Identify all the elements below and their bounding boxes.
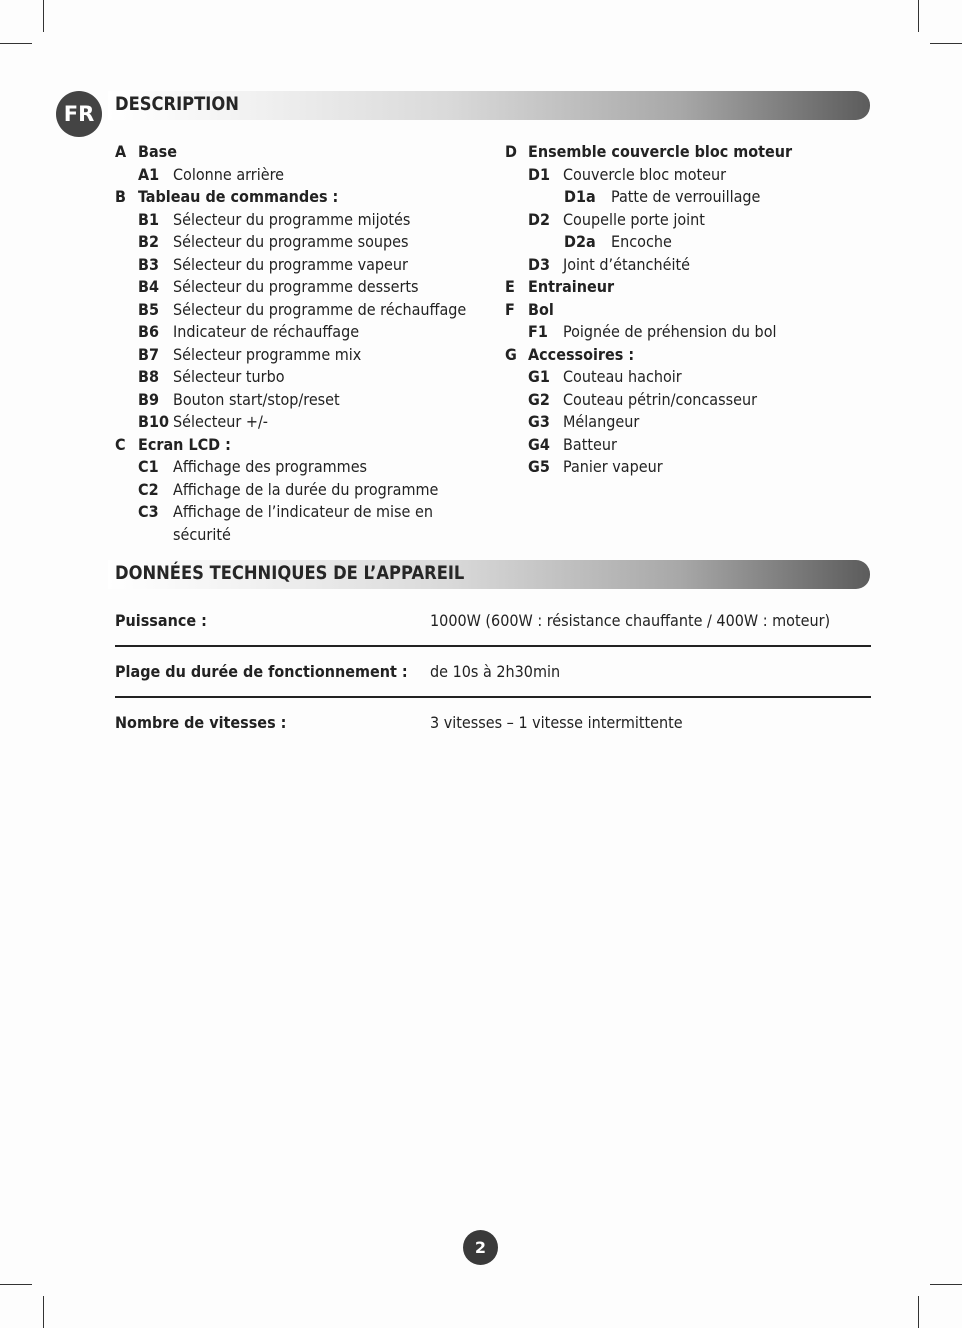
item-label: Sélecteur turbo	[173, 367, 285, 386]
item-label: Couteau pétrin/concasseur	[563, 389, 758, 409]
description-item	[115, 479, 495, 502]
item-code: E	[505, 277, 515, 296]
crop-mark	[0, 43, 32, 44]
technical-value: 3 vitesses – 1 vitesse intermittente	[430, 713, 683, 732]
item-label: Affichage des programmes	[173, 457, 368, 476]
technical-table	[115, 596, 871, 747]
item-code: B9	[138, 389, 159, 409]
item-label: Base	[138, 142, 178, 161]
description-item	[505, 389, 885, 412]
description-item	[115, 254, 495, 277]
description-item	[115, 321, 495, 344]
description-item	[505, 321, 885, 344]
description-item	[115, 411, 495, 434]
item-code: B7	[138, 344, 159, 364]
item-code: D1	[528, 164, 550, 184]
item-label: Colonne arrière	[173, 164, 284, 184]
description-item	[115, 141, 495, 164]
item-label: Entraineur	[528, 277, 615, 296]
description-item	[505, 276, 885, 299]
description-item	[505, 344, 885, 367]
item-label: Sélecteur du programme soupes	[173, 232, 409, 251]
description-item	[505, 164, 885, 187]
item-label: Sélecteur +/-	[173, 412, 268, 431]
crop-mark	[930, 43, 962, 44]
description-item	[505, 456, 885, 479]
description-item	[115, 164, 495, 187]
crop-mark	[918, 0, 919, 32]
item-label: Sélecteur du programme desserts	[173, 277, 419, 296]
description-item	[505, 231, 885, 254]
item-code: G	[505, 344, 517, 364]
item-label: Indicateur de réchauffage	[173, 322, 360, 341]
description-item	[115, 276, 495, 299]
description-title: DESCRIPTION	[115, 93, 239, 115]
crop-mark	[0, 1284, 32, 1285]
technical-label: Plage du durée de fonctionnement :	[115, 662, 408, 681]
technical-value: de 10s à 2h30min	[430, 662, 561, 681]
item-code: D1a	[564, 187, 596, 206]
item-code: B10	[138, 412, 169, 431]
item-label: Couvercle bloc moteur	[563, 164, 727, 184]
item-label: Mélangeur	[563, 412, 640, 431]
item-label: Encoche	[611, 232, 672, 251]
description-item	[505, 186, 885, 209]
item-code: B2	[138, 232, 159, 251]
item-code: D	[505, 142, 517, 161]
item-code: B4	[138, 277, 159, 296]
crop-mark	[918, 1296, 919, 1328]
item-code: B	[115, 187, 126, 206]
item-code: F1	[528, 322, 548, 341]
technical-row	[115, 596, 871, 647]
item-code: D2	[528, 209, 550, 229]
item-label: Accessoires :	[528, 344, 635, 364]
page-number: 2	[463, 1230, 498, 1265]
item-code: C3	[138, 502, 159, 521]
item-code: G5	[528, 457, 550, 476]
description-item	[505, 411, 885, 434]
description-item	[115, 366, 495, 389]
item-code: B3	[138, 254, 159, 274]
item-label: Batteur	[563, 434, 617, 454]
item-label: Sélecteur du programme vapeur	[173, 254, 408, 274]
description-item	[115, 456, 495, 479]
item-label: Patte de verrouillage	[611, 187, 761, 206]
technical-value: 1000W (600W : résistance chauffante / 400W : moteur)	[430, 611, 831, 630]
item-code: A1	[138, 164, 160, 184]
item-code: C2	[138, 479, 159, 499]
item-label: Sélecteur programme mix	[173, 344, 362, 364]
item-label: Poignée de préhension du bol	[563, 322, 777, 341]
item-label: Panier vapeur	[563, 457, 663, 476]
item-label: Sélecteur du programme de réchauffage	[173, 299, 467, 319]
item-label: Joint d’étanchéité	[563, 254, 690, 274]
crop-mark	[43, 1296, 44, 1328]
description-item	[505, 254, 885, 277]
item-label: Affichage de l’indicateur de mise en sécurité	[173, 502, 433, 544]
item-label: Sélecteur du programme mijotés	[173, 209, 411, 229]
item-code: A	[115, 142, 127, 161]
crop-mark	[930, 1284, 962, 1285]
item-label: Tableau de commandes :	[138, 187, 339, 206]
description-item	[505, 434, 885, 457]
item-label: Ecran LCD :	[138, 434, 231, 454]
item-code: D3	[528, 254, 550, 274]
description-left-column	[115, 141, 495, 546]
technical-row	[115, 647, 871, 698]
description-item	[115, 389, 495, 412]
item-code: C1	[138, 457, 159, 476]
description-right-column	[505, 141, 885, 479]
description-item	[115, 501, 495, 546]
item-label: Couteau hachoir	[563, 367, 682, 386]
item-code: B6	[138, 322, 159, 341]
item-code: B1	[138, 209, 159, 229]
item-code: G2	[528, 389, 550, 409]
item-label: Coupelle porte joint	[563, 209, 705, 229]
description-item	[505, 141, 885, 164]
description-item	[505, 209, 885, 232]
description-item	[115, 231, 495, 254]
technical-label: Nombre de vitesses :	[115, 713, 287, 732]
description-item	[505, 366, 885, 389]
description-item	[115, 299, 495, 322]
item-code: B5	[138, 299, 159, 319]
item-label: Bol	[528, 299, 554, 319]
item-code: C	[115, 434, 126, 454]
item-label: Ensemble couvercle bloc moteur	[528, 142, 793, 161]
item-code: G1	[528, 367, 550, 386]
item-code: G3	[528, 412, 550, 431]
technical-row	[115, 698, 871, 747]
technical-title: DONNÉES TECHNIQUES DE L’APPAREIL	[115, 562, 465, 584]
technical-label: Puissance :	[115, 611, 207, 630]
description-item	[115, 186, 495, 209]
description-item	[115, 434, 495, 457]
item-code: D2a	[564, 232, 596, 251]
description-item	[115, 209, 495, 232]
description-item	[505, 299, 885, 322]
item-code: G4	[528, 434, 550, 454]
crop-mark	[43, 0, 44, 32]
language-badge: FR	[56, 91, 102, 137]
description-item	[115, 344, 495, 367]
item-label: Affichage de la durée du programme	[173, 479, 439, 499]
item-label: Bouton start/stop/reset	[173, 389, 340, 409]
item-code: F	[505, 299, 515, 319]
item-code: B8	[138, 367, 159, 386]
